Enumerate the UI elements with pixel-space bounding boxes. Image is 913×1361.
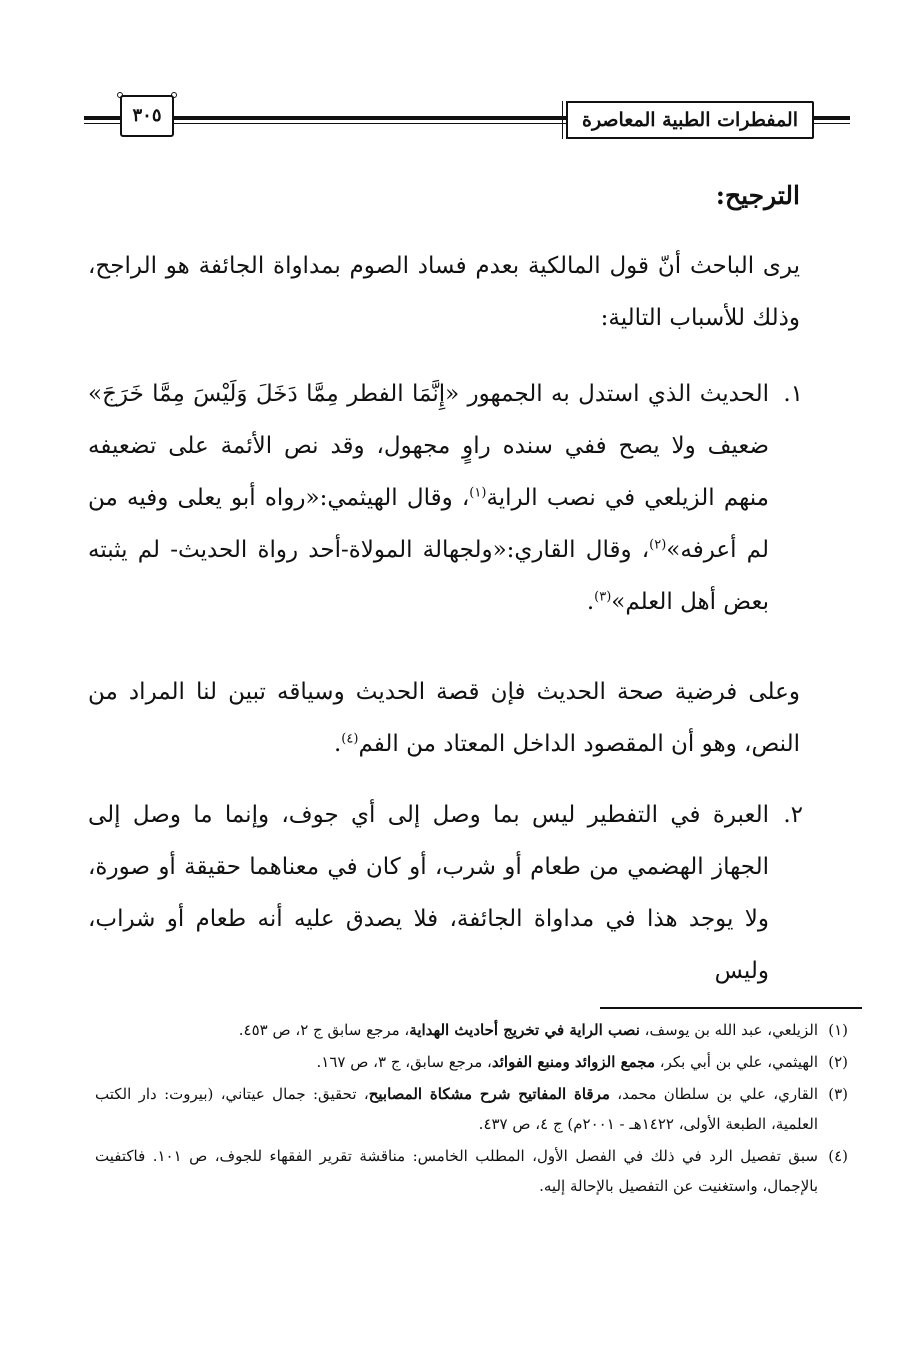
footnote-ref: (٢) (649, 537, 667, 553)
footnote-number: (٣) (828, 1085, 848, 1103)
footnote-text: ، مرجع سابق ج ٢، ص ٤٥٣. (238, 1021, 410, 1039)
footnote (95, 1141, 848, 1201)
footnote-text: الهيثمي، علي بن أبي بكر، (655, 1053, 818, 1071)
reason-text-part: الحديث الذي استدل به الجمهور «إِنَّمَا الفطر مِمَّا دَخَلَ وَلَيْسَ مِمَّا خَرَجَ» ضعيف ولا يصح ففي سنده راوٍ مجهول، وقد نص الأئمة على تضعيفه منهم الزيلعي في نصب الراية (88, 381, 769, 511)
list-item-number: ١. (783, 381, 803, 407)
assumption-text: وعلى فرضية صحة الحديث فإن قصة الحديث وسياقه تبين لنا المراد من النص، وهو أن المقصود الداخل المعتاد من الفم (88, 679, 800, 757)
footnote-text: ، مرجع سابق، ج ٣، ص ١٦٧. (316, 1053, 492, 1071)
reason-text-part: ، وقال القاري:«ولجهالة المولاة-أحد رواة الحديث- لم يثبته بعض أهل العلم» (88, 537, 769, 615)
book-title: المفطرات الطبية المعاصرة (566, 101, 814, 139)
list-item-number: ٢. (783, 802, 803, 828)
list-item (88, 789, 803, 997)
footnote-text: الزيلعي، عبد الله بن يوسف، (639, 1021, 818, 1039)
assumption-paragraph (88, 666, 800, 770)
footnote-book-title: مجمع الزوائد ومنبع الفوائد (491, 1053, 655, 1071)
reason-text: العبرة في التفطير ليس بما وصل إلى أي جوف، وإنما ما وصل إلى الجهاز الهضمي من طعام أو شرب، أو كان في معناهما حقيقة أو صورة، ولا يوجد هذا في مداواة الجائفة، فلا يصدق عليه أنه طعام أو شراب، وليس (88, 802, 769, 984)
footnote-number: (٤) (828, 1147, 848, 1165)
footnote-text: سبق تفصيل الرد في ذلك في الفصل الأول، المطلب الخامس: مناقشة تقرير الفقهاء للجوف، ص ١٠١. فاكتفيت بالإجمال، واستغنيت عن التفصيل بالإحالة إليه. (95, 1147, 818, 1195)
footnote (95, 1015, 848, 1045)
reason-text-part: . (586, 589, 595, 615)
reasons-list (88, 368, 803, 628)
footnote-ref: (٣) (594, 589, 612, 605)
footnote-text: القاري، علي بن سلطان محمد، (609, 1085, 819, 1103)
footnote-number: (٢) (828, 1053, 848, 1071)
page-number: ٣٠٥ (120, 95, 174, 137)
footnote-ref: (٤) (341, 731, 359, 747)
footnote-number: (١) (828, 1021, 848, 1039)
section-heading: الترجيح: (715, 181, 800, 210)
running-header (84, 95, 850, 141)
footnote-book-title: مرقاة المفاتيح شرح مشكاة المصابيح (368, 1085, 610, 1103)
footnote (95, 1079, 848, 1139)
intro-paragraph: يرى الباحث أنّ قول المالكية بعدم فساد الصوم بمداواة الجائفة هو الراجح، وذلك للأسباب التالية: (88, 253, 800, 331)
footnotes (95, 1015, 848, 1203)
footnote-book-title: نصب الراية في تخريج أحاديث الهداية (409, 1021, 640, 1039)
footnote-ref: (١) (469, 485, 487, 501)
reasons-list-continued (88, 789, 803, 997)
assumption-end: . (333, 731, 342, 757)
footnote-text: ، تحقيق: جمال عيتاني، (بيروت: دار الكتب العلمية، الطبعة الأولى، ١٤٢٢هـ - ٢٠٠١م) ج ٤، ص ٤٣٧. (95, 1085, 818, 1133)
reason-text-part: ، وقال الهيثمي:«رواه أبو يعلى وفيه من لم أعرفه» (88, 485, 769, 563)
list-item (88, 368, 803, 628)
footnote (95, 1047, 848, 1077)
footnote-separator (600, 1007, 862, 1009)
